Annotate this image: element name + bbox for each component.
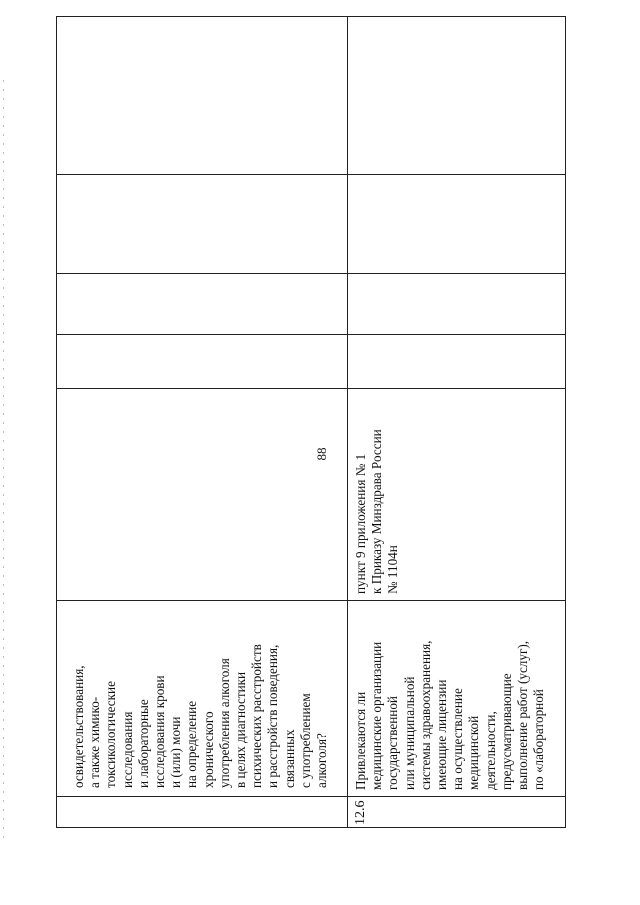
table-cell-question: Привлекаются ли медицинские организации государственной или муниципальной системы здравоохранения, имеющие лицензии на осуществление медицинской деятельности, предусматривающие выполнение работ (услуг), по «лабораторной — [353, 640, 547, 790]
table-column-border — [57, 796, 565, 797]
checklist-table — [56, 16, 566, 828]
scan-edge-mark — [3, 80, 4, 840]
table-row-border — [347, 17, 348, 827]
table-column-border — [57, 334, 565, 335]
table-row-number: 12.6 — [353, 800, 368, 825]
table-cell-question: освидетельствования, а также химико- токсикологические исследования и лабораторные исследования крови и (или) мочи на определение хронического употребления алкоголя в целях диагностики психических расстройств и расстройств поведения, связанных с употреблением алкоголя? — [71, 644, 330, 788]
table-column-border — [57, 388, 565, 389]
page-number: 88 — [314, 447, 329, 461]
table-column-border — [57, 174, 565, 175]
table-cell-requirements: пункт 9 приложения № 1 к Приказу Минздрава России № 1104н — [353, 429, 401, 594]
table-column-border — [57, 273, 565, 274]
